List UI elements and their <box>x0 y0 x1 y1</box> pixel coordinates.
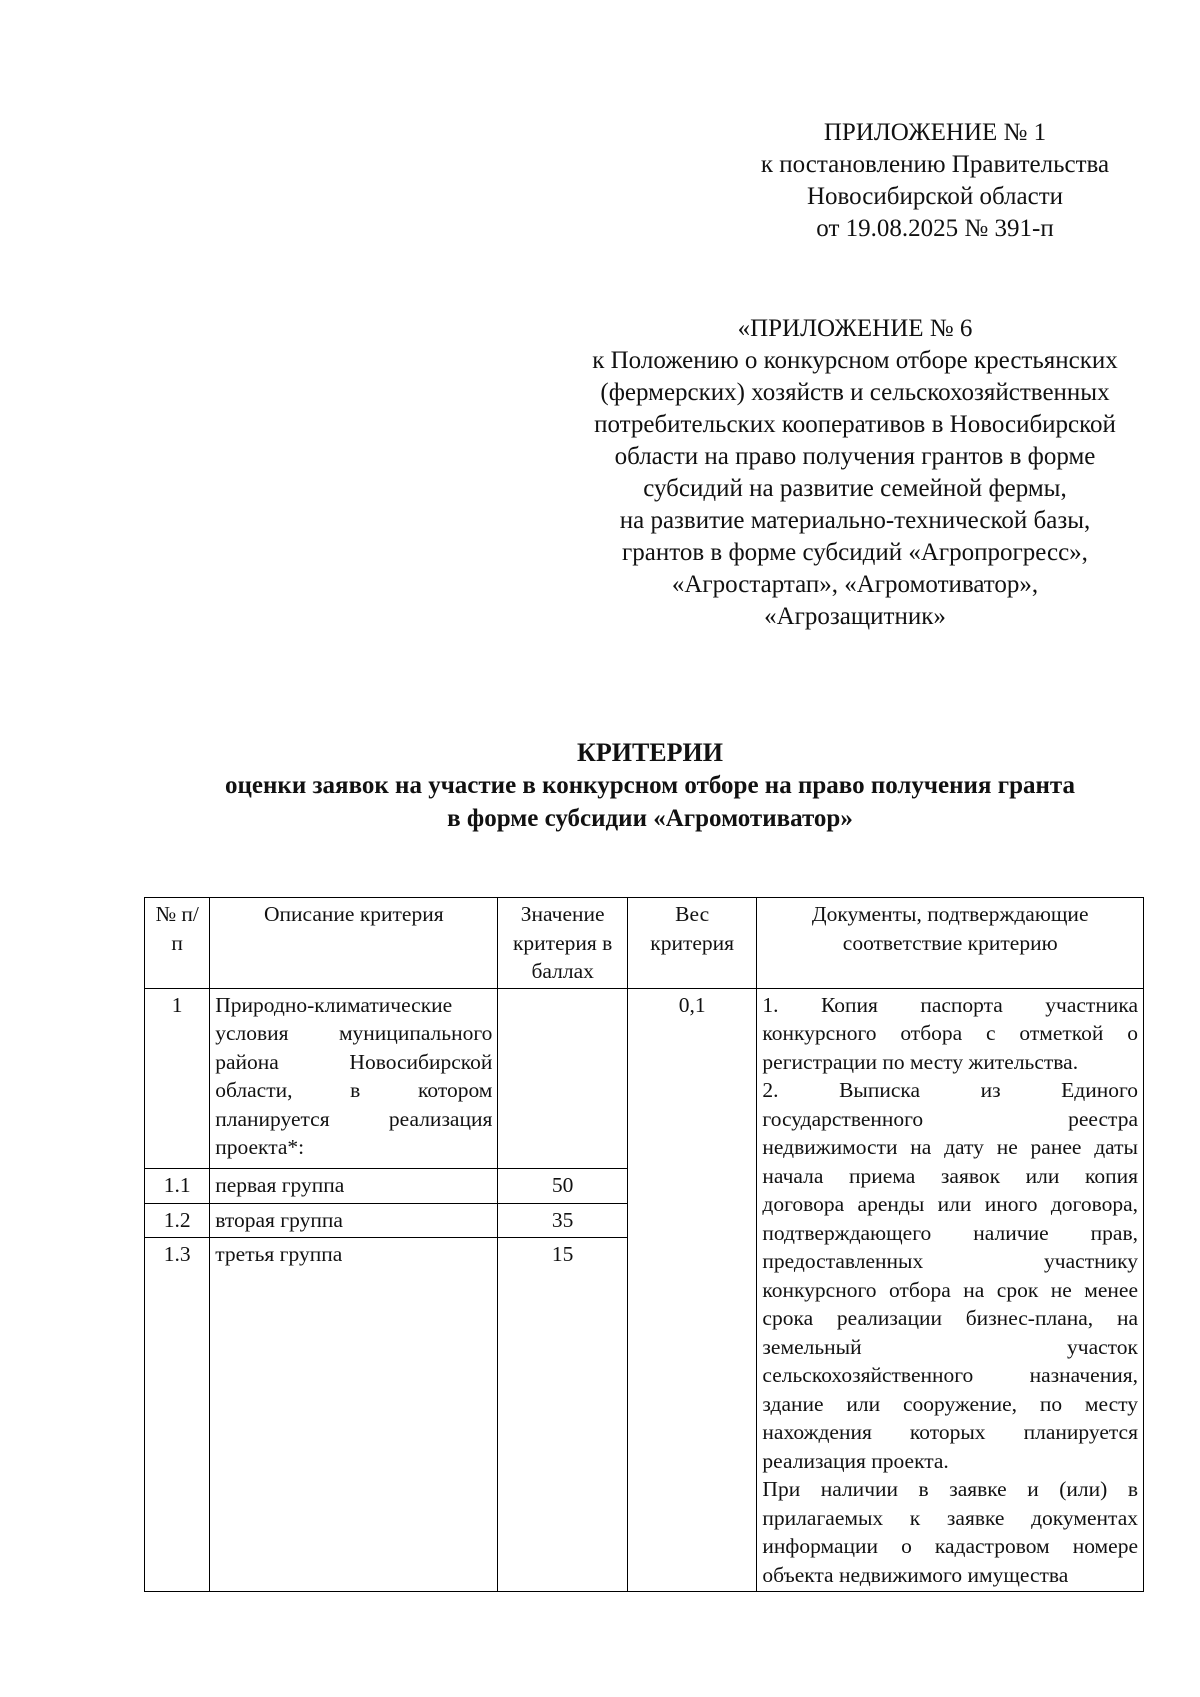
table-row <box>145 988 1144 1169</box>
appendix-1-block <box>700 117 1170 245</box>
cell-description: первая группа <box>210 1169 498 1203</box>
appendix-1-line: к постановлению Правительства <box>760 151 1110 178</box>
cell-weight: 0,1 <box>627 988 757 1592</box>
appendix-6-line: субсидий на развитие семейной фермы, <box>643 475 1067 502</box>
appendix-6-line: «Агростартап», «Агромотиватор», <box>671 571 1039 598</box>
documents-paragraph: При наличии в заявке и (или) в прилагаемых к заявке документах информации о кадастровом номере объекта недвижимого имущества <box>762 1477 1138 1587</box>
document-heading <box>120 736 1180 835</box>
cell-documents <box>757 988 1144 1592</box>
appendix-6-line: области на право получения грантов в форме <box>614 443 1096 470</box>
cell-value: 35 <box>498 1203 628 1237</box>
cell-num: 1.2 <box>145 1203 210 1237</box>
cell-value: 50 <box>498 1169 628 1203</box>
cell-description: вторая группа <box>210 1203 498 1237</box>
table-header-row <box>145 898 1144 989</box>
heading-subtitle-line: в форме субсидии «Агромотиватор» <box>447 805 853 832</box>
heading-title: КРИТЕРИИ <box>577 738 723 767</box>
cell-description: Природно-климатические условия муниципального района Новосибирской области, в котором планируется реализация проекта*: <box>210 988 498 1169</box>
appendix-6-line: на развитие материально-технической базы, <box>619 507 1091 534</box>
appendix-6-line: (фермерских) хозяйств и сельскохозяйственных <box>600 379 1110 406</box>
cell-description: третья группа <box>210 1237 498 1591</box>
appendix-6-block <box>540 313 1170 633</box>
appendix-6-line: к Положению о конкурсном отборе крестьянских <box>592 347 1118 374</box>
cell-num: 1.3 <box>145 1237 210 1591</box>
appendix-1-line: от 19.08.2025 № 391-п <box>816 215 1054 242</box>
header-num: № п/п <box>145 898 210 989</box>
cell-num: 1.1 <box>145 1169 210 1203</box>
cell-num: 1 <box>145 988 210 1169</box>
header-documents: Документы, подтверждающие соответствие критерию <box>757 898 1144 989</box>
appendix-1-line: Новосибирской области <box>806 183 1064 210</box>
cell-value <box>498 988 628 1169</box>
appendix-1-line: ПРИЛОЖЕНИЕ № 1 <box>823 119 1047 146</box>
header-value: Значение критерия в баллах <box>498 898 628 989</box>
documents-paragraph: 1. Копия паспорта участника конкурсного отбора с отметкой о регистрации по месту жительства. <box>762 992 1138 1074</box>
header-weight: Вес критерия <box>627 898 757 989</box>
appendix-6-line: потребительских кооперативов в Новосибирской <box>594 411 1116 438</box>
cell-value: 15 <box>498 1237 628 1591</box>
heading-subtitle-line: оценки заявок на участие в конкурсном отборе на право получения гранта <box>225 772 1075 799</box>
criteria-table <box>144 897 1144 1592</box>
documents-paragraph: 2. Выписка из Единого государственного реестра недвижимости на дату не ранее даты начала приема заявок или копия договора аренды или иного договора, подтверждающего наличие прав, предоставленных участнику конкурсного отбора на срок не менее срока реализации бизнес-плана, на земельный участок сельскохозяйственного назначения, здание или сооружение, по месту нахождения которых планируется реализация проекта. <box>762 1078 1138 1473</box>
appendix-6-line: «ПРИЛОЖЕНИЕ № 6 <box>737 315 973 342</box>
appendix-6-line: грантов в форме субсидий «Агропрогресс», <box>622 539 1088 566</box>
appendix-6-line: «Агрозащитник» <box>764 603 946 630</box>
header-description: Описание критерия <box>210 898 498 989</box>
